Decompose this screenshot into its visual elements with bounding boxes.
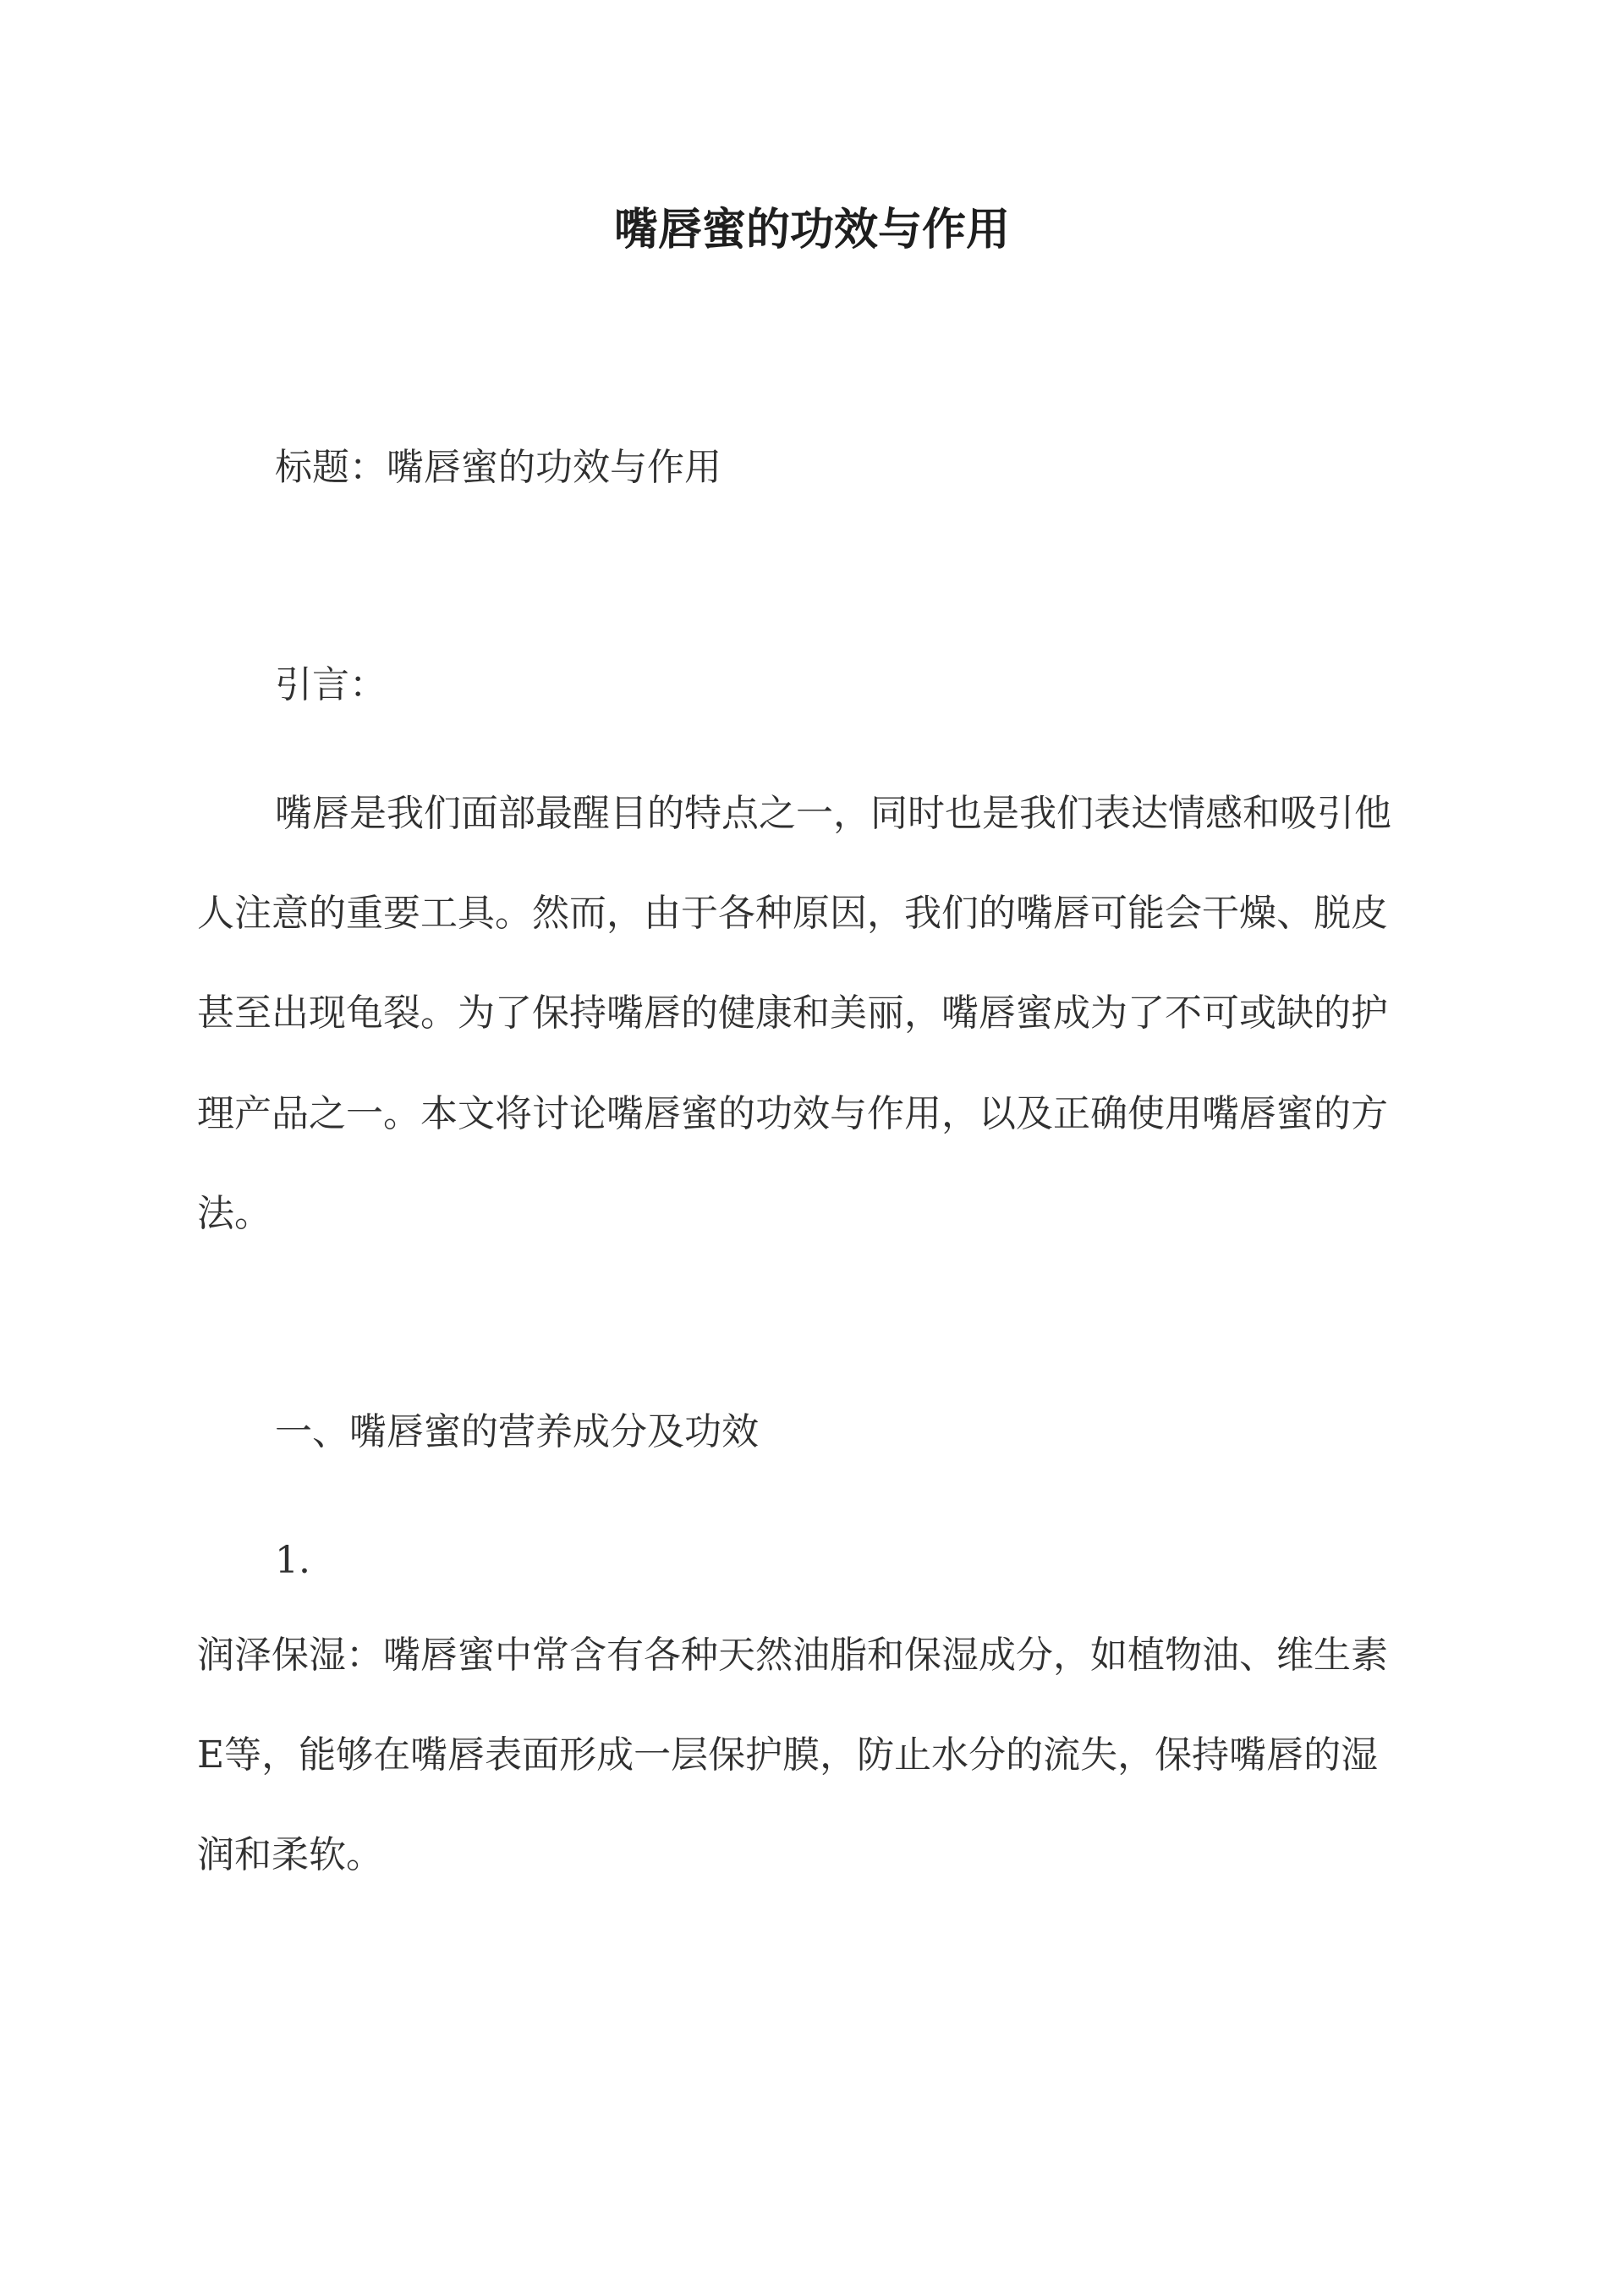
intro-line-1: 嘴唇是我们面部最醒目的特点之一，同时也是我们表达情感和吸引他	[275, 792, 1391, 835]
intro-line-5: 法。	[197, 1192, 272, 1235]
document-title: 嘴唇蜜的功效与作用	[613, 204, 1010, 255]
intro-line-2: 人注意的重要工具。然而，由于各种原因，我们的嘴唇可能会干燥、脱皮	[197, 892, 1388, 935]
item-1-line-1: 润泽保湿：嘴唇蜜中常含有各种天然油脂和保湿成分，如植物油、维生素	[197, 1634, 1388, 1677]
intro-line-3: 甚至出现龟裂。为了保持嘴唇的健康和美丽，嘴唇蜜成为了不可或缺的护	[197, 991, 1388, 1035]
item-1-line-3: 润和柔软。	[197, 1833, 383, 1876]
intro-line-4: 理产品之一。本文将讨论嘴唇蜜的功效与作用，以及正确使用嘴唇蜜的方	[197, 1092, 1388, 1135]
subtitle-line: 标题：嘴唇蜜的功效与作用	[275, 446, 721, 489]
item-1-number: 1.	[275, 1539, 310, 1582]
intro-heading: 引言：	[275, 663, 387, 706]
item-1-line-2: E等，能够在嘴唇表面形成一层保护膜，防止水分的流失，保持嘴唇的湿	[197, 1733, 1379, 1777]
section-1-heading: 一、嘴唇蜜的营养成分及功效	[275, 1410, 759, 1453]
